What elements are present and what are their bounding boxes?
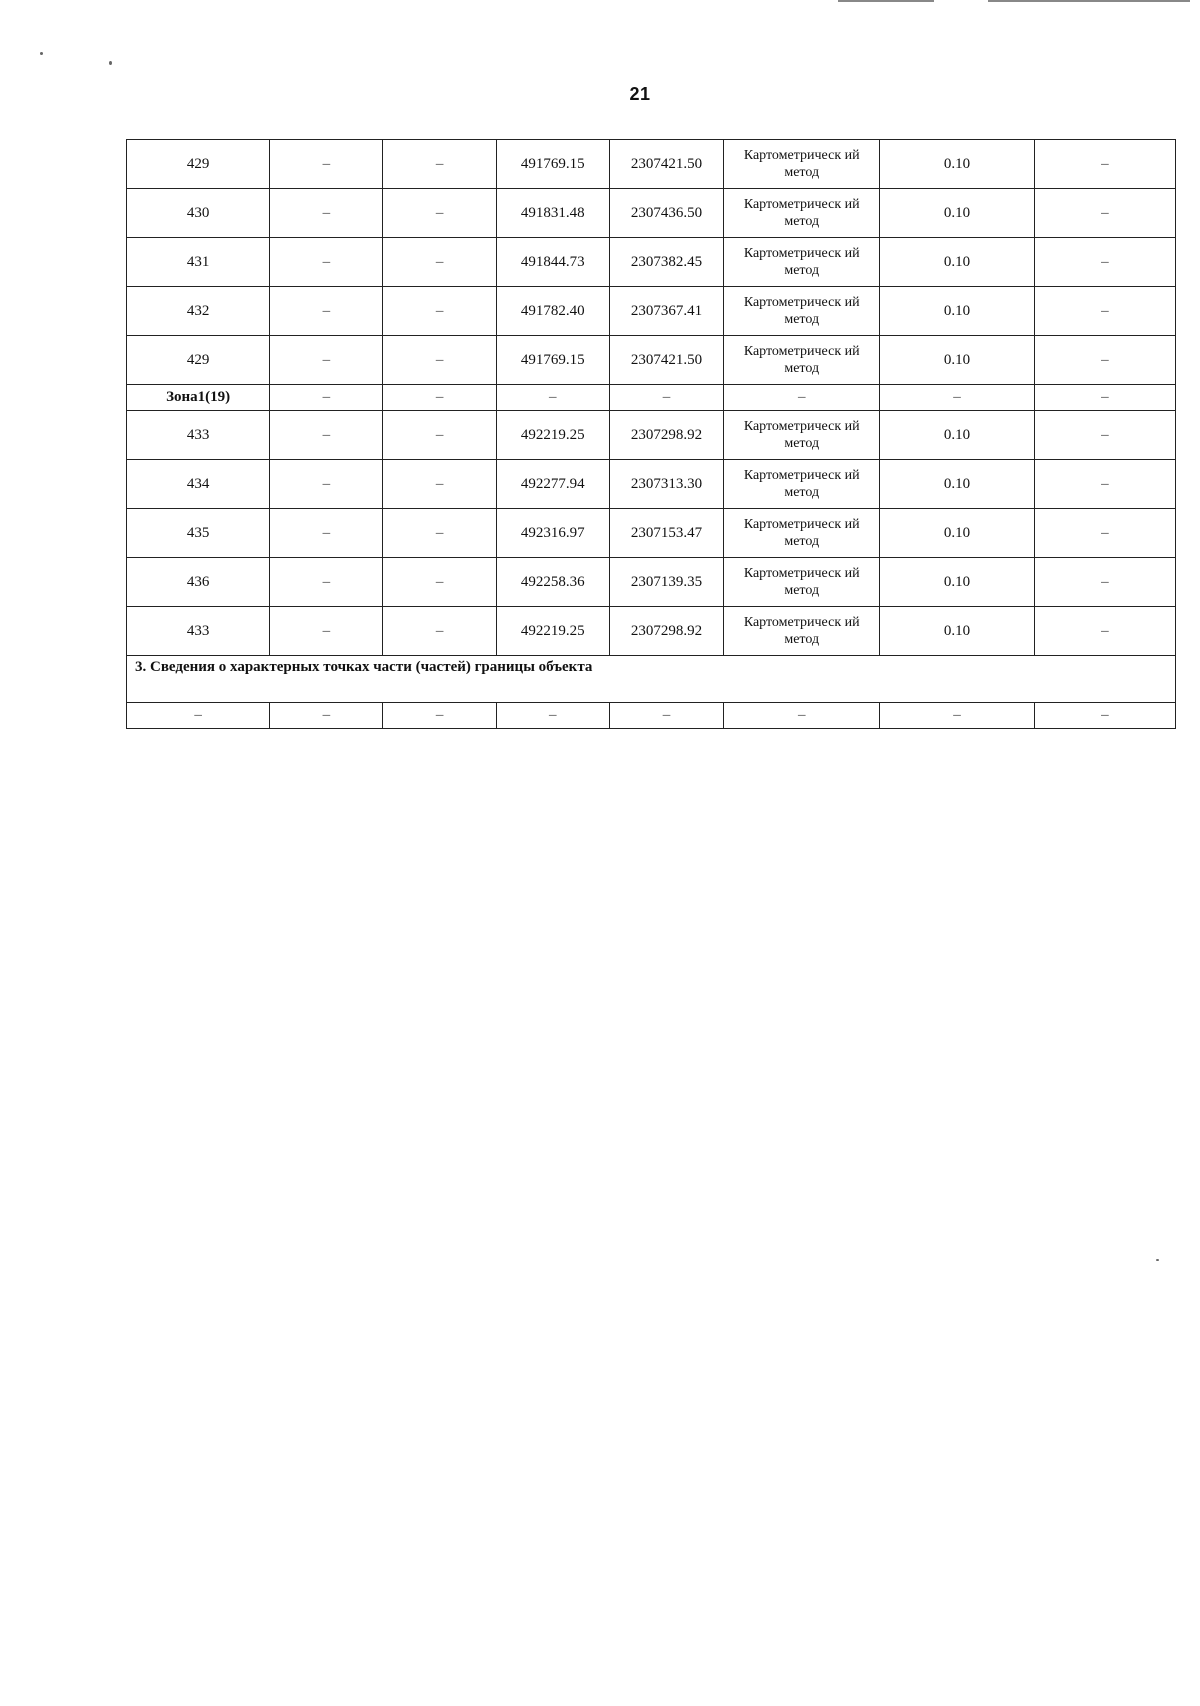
empty-value-cell: – xyxy=(270,238,383,287)
empty-value-cell: – xyxy=(270,558,383,607)
empty-value-cell: – xyxy=(1034,140,1175,189)
empty-value-cell: – xyxy=(383,411,496,460)
empty-value-cell: – xyxy=(270,336,383,385)
empty-value-cell: – xyxy=(270,189,383,238)
empty-value-cell: – xyxy=(1034,238,1175,287)
point-number-cell: 436 xyxy=(127,558,270,607)
empty-value-cell: – xyxy=(383,509,496,558)
empty-value-cell: – xyxy=(270,509,383,558)
empty-value-cell: – xyxy=(1034,703,1175,729)
empty-value-cell: – xyxy=(1034,189,1175,238)
empty-value-cell: – xyxy=(270,703,383,729)
method-cell: Картометрическ ий метод xyxy=(724,287,880,336)
zone-label-cell: Зона1(19) xyxy=(127,385,270,411)
method-cell: Картометрическ ий метод xyxy=(724,336,880,385)
point-number-cell: 432 xyxy=(127,287,270,336)
y-coordinate-cell: 2307421.50 xyxy=(609,140,723,189)
section-heading: 3. Сведения о характерных точках части (частей) границы объекта xyxy=(127,656,1176,703)
page-number: 21 xyxy=(629,84,651,104)
point-number-cell: 435 xyxy=(127,509,270,558)
y-coordinate-cell: 2307139.35 xyxy=(609,558,723,607)
y-coordinate-cell: 2307421.50 xyxy=(609,336,723,385)
empty-value-cell: – xyxy=(270,287,383,336)
empty-value-cell: – xyxy=(383,607,496,656)
point-number-cell: 429 xyxy=(127,140,270,189)
x-coordinate-cell: 492277.94 xyxy=(496,460,609,509)
method-cell: Картометрическ ий метод xyxy=(724,238,880,287)
empty-value-cell: – xyxy=(383,558,496,607)
x-coordinate-cell: 491844.73 xyxy=(496,238,609,287)
empty-value-cell: – xyxy=(383,385,496,411)
y-coordinate-cell: 2307298.92 xyxy=(609,411,723,460)
y-coordinate-cell: 2307436.50 xyxy=(609,189,723,238)
x-coordinate-cell: 491782.40 xyxy=(496,287,609,336)
empty-value-cell: – xyxy=(1034,509,1175,558)
table-row xyxy=(127,460,1176,509)
method-cell: Картометрическ ий метод xyxy=(724,509,880,558)
accuracy-cell: 0.10 xyxy=(880,509,1034,558)
x-coordinate-cell: 491831.48 xyxy=(496,189,609,238)
empty-value-cell: – xyxy=(127,703,270,729)
accuracy-cell: 0.10 xyxy=(880,140,1034,189)
empty-value-cell: – xyxy=(383,703,496,729)
empty-value-cell: – xyxy=(1034,607,1175,656)
table-row xyxy=(127,336,1176,385)
empty-value-cell: – xyxy=(270,607,383,656)
table-row xyxy=(127,558,1176,607)
point-number-cell: 433 xyxy=(127,411,270,460)
empty-value-cell: – xyxy=(1034,460,1175,509)
empty-value-cell: – xyxy=(609,703,723,729)
y-coordinate-cell: 2307298.92 xyxy=(609,607,723,656)
empty-value-cell: – xyxy=(270,460,383,509)
point-number-cell: 434 xyxy=(127,460,270,509)
x-coordinate-cell: 492219.25 xyxy=(496,607,609,656)
x-coordinate-cell: 491769.15 xyxy=(496,140,609,189)
empty-value-cell: – xyxy=(1034,558,1175,607)
table-body xyxy=(127,140,1176,729)
scan-speck xyxy=(1156,1259,1159,1261)
empty-value-cell: – xyxy=(724,703,880,729)
empty-value-cell: – xyxy=(1034,411,1175,460)
y-coordinate-cell: 2307382.45 xyxy=(609,238,723,287)
accuracy-cell: 0.10 xyxy=(880,607,1034,656)
accuracy-cell: 0.10 xyxy=(880,411,1034,460)
table-row xyxy=(127,189,1176,238)
empty-value-cell: – xyxy=(270,411,383,460)
scan-edge-line-2 xyxy=(988,0,1190,2)
empty-value-cell: – xyxy=(1034,336,1175,385)
empty-value-cell: – xyxy=(609,385,723,411)
empty-value-cell: – xyxy=(383,140,496,189)
accuracy-cell: 0.10 xyxy=(880,287,1034,336)
x-coordinate-cell: 491769.15 xyxy=(496,336,609,385)
empty-value-cell: – xyxy=(383,238,496,287)
empty-value-cell: – xyxy=(383,287,496,336)
table-row xyxy=(127,238,1176,287)
empty-value-cell: – xyxy=(270,385,383,411)
empty-row xyxy=(127,703,1176,729)
y-coordinate-cell: 2307367.41 xyxy=(609,287,723,336)
x-coordinate-cell: 492219.25 xyxy=(496,411,609,460)
zone-row xyxy=(127,385,1176,411)
scan-speck xyxy=(109,61,112,65)
accuracy-cell: 0.10 xyxy=(880,189,1034,238)
method-cell: Картометрическ ий метод xyxy=(724,558,880,607)
empty-value-cell: – xyxy=(496,385,609,411)
empty-value-cell: – xyxy=(383,460,496,509)
empty-value-cell: – xyxy=(1034,287,1175,336)
empty-value-cell: – xyxy=(270,140,383,189)
accuracy-cell: 0.10 xyxy=(880,460,1034,509)
accuracy-cell: 0.10 xyxy=(880,558,1034,607)
accuracy-cell: 0.10 xyxy=(880,238,1034,287)
method-cell: Картометрическ ий метод xyxy=(724,189,880,238)
table-row xyxy=(127,509,1176,558)
point-number-cell: 429 xyxy=(127,336,270,385)
empty-value-cell: – xyxy=(383,336,496,385)
empty-value-cell: – xyxy=(383,189,496,238)
scan-edge-line-1 xyxy=(838,0,934,2)
method-cell: Картометрическ ий метод xyxy=(724,460,880,509)
point-number-cell: 431 xyxy=(127,238,270,287)
table-row xyxy=(127,287,1176,336)
empty-value-cell: – xyxy=(880,703,1034,729)
y-coordinate-cell: 2307313.30 xyxy=(609,460,723,509)
method-cell: Картометрическ ий метод xyxy=(724,411,880,460)
y-coordinate-cell: 2307153.47 xyxy=(609,509,723,558)
table-row xyxy=(127,140,1176,189)
x-coordinate-cell: 492316.97 xyxy=(496,509,609,558)
table-row xyxy=(127,411,1176,460)
empty-value-cell: – xyxy=(724,385,880,411)
point-number-cell: 433 xyxy=(127,607,270,656)
scan-speck xyxy=(40,52,43,55)
section-heading-row xyxy=(127,656,1176,703)
x-coordinate-cell: 492258.36 xyxy=(496,558,609,607)
accuracy-cell: 0.10 xyxy=(880,336,1034,385)
method-cell: Картометрическ ий метод xyxy=(724,140,880,189)
method-cell: Картометрическ ий метод xyxy=(724,607,880,656)
table-row xyxy=(127,607,1176,656)
empty-value-cell: – xyxy=(1034,385,1175,411)
empty-value-cell: – xyxy=(880,385,1034,411)
point-number-cell: 430 xyxy=(127,189,270,238)
empty-value-cell: – xyxy=(496,703,609,729)
boundary-points-table xyxy=(126,139,1176,729)
